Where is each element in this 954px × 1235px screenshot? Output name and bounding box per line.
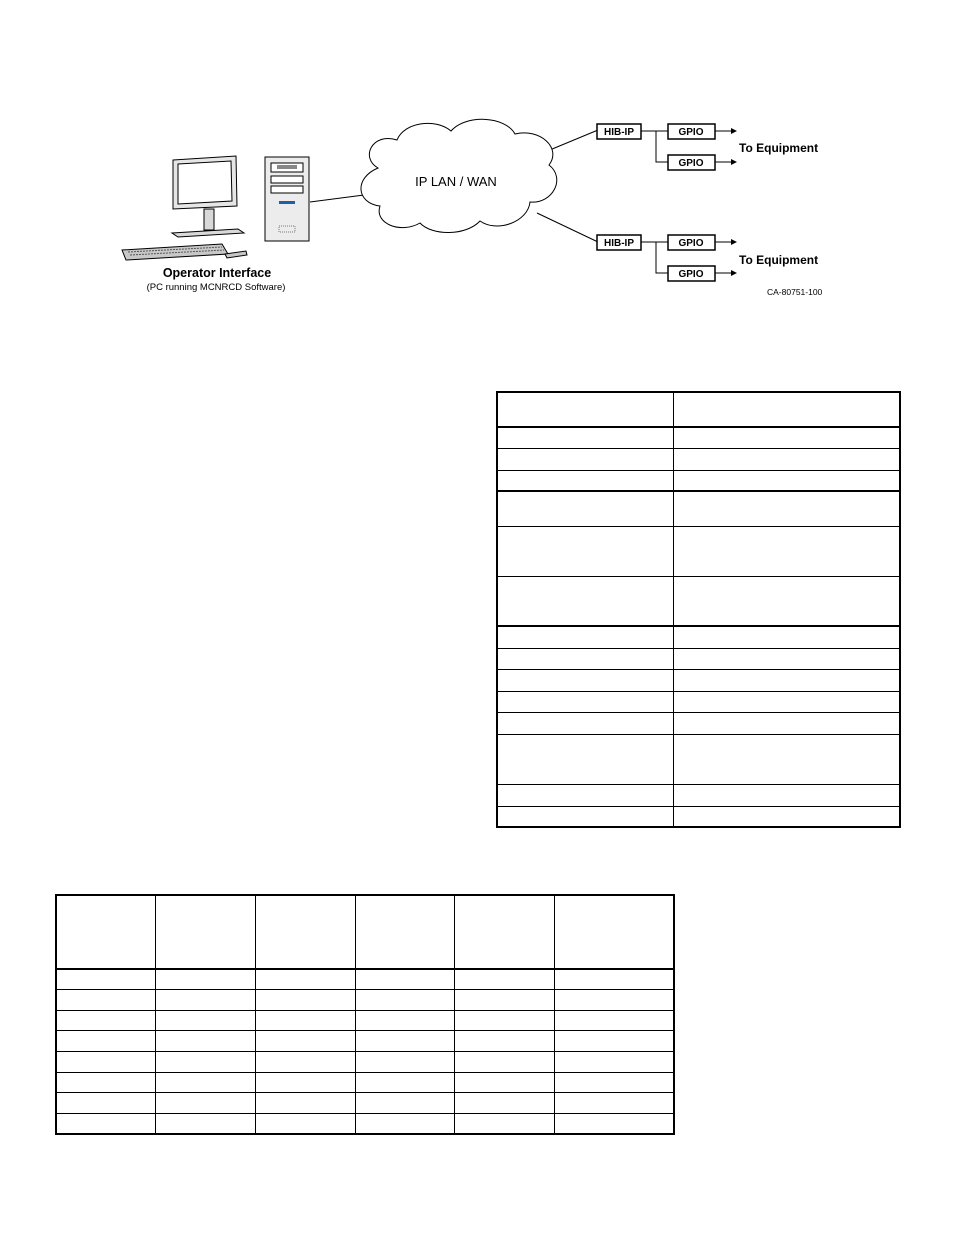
- gpio-label: GPIO: [678, 158, 704, 169]
- branch-1: [597, 124, 818, 170]
- table-header-row: [497, 392, 900, 427]
- tower-icon: [265, 157, 309, 241]
- cloud-label: IP LAN / WAN: [415, 174, 497, 189]
- hib-ip-label: HIB-IP: [604, 127, 634, 138]
- table-row: [56, 1051, 674, 1072]
- table-row: [56, 1113, 674, 1134]
- hib-ip-label: HIB-IP: [604, 238, 634, 249]
- table-row: [56, 1092, 674, 1113]
- table-row: [497, 669, 900, 691]
- table-row: [56, 1072, 674, 1092]
- table-row: [56, 1010, 674, 1030]
- table-row: [497, 576, 900, 626]
- figure-id: CA-80751-100: [767, 287, 823, 297]
- model-table: [55, 894, 675, 1135]
- table-row: [56, 1030, 674, 1051]
- keyboard-icon: [122, 244, 228, 260]
- gpio-label: GPIO: [678, 269, 704, 280]
- table-header-row: [56, 895, 674, 969]
- table-row: [497, 470, 900, 491]
- arrow-right-icon: [731, 159, 737, 165]
- branch-2: [597, 235, 818, 281]
- operator-interface-subtitle: (PC running MCNRCD Software): [146, 282, 286, 293]
- gpio-label: GPIO: [678, 238, 704, 249]
- table-row: [56, 989, 674, 1010]
- to-equipment-label: To Equipment: [739, 253, 819, 267]
- system-diagram: [0, 0, 954, 320]
- gpio-label: GPIO: [678, 127, 704, 138]
- table-row: [56, 969, 674, 989]
- workstation-icon: [122, 156, 309, 260]
- table-row: [497, 526, 900, 576]
- table-row: [497, 691, 900, 712]
- operator-interface-title: Operator Interface: [162, 266, 272, 280]
- mouse-icon: [225, 251, 247, 258]
- table-row: [497, 806, 900, 827]
- arrow-right-icon: [731, 239, 737, 245]
- monitor-icon: [172, 156, 244, 237]
- spec-table: [496, 391, 901, 828]
- table-row: [497, 491, 900, 526]
- table-row: [497, 448, 900, 470]
- table-row: [497, 648, 900, 669]
- arrow-right-icon: [731, 128, 737, 134]
- table-row: [497, 427, 900, 448]
- arrow-right-icon: [731, 270, 737, 276]
- table-row: [497, 784, 900, 806]
- table-row: [497, 734, 900, 784]
- to-equipment-label: To Equipment: [739, 141, 819, 155]
- table-row: [497, 626, 900, 648]
- table-row: [497, 712, 900, 734]
